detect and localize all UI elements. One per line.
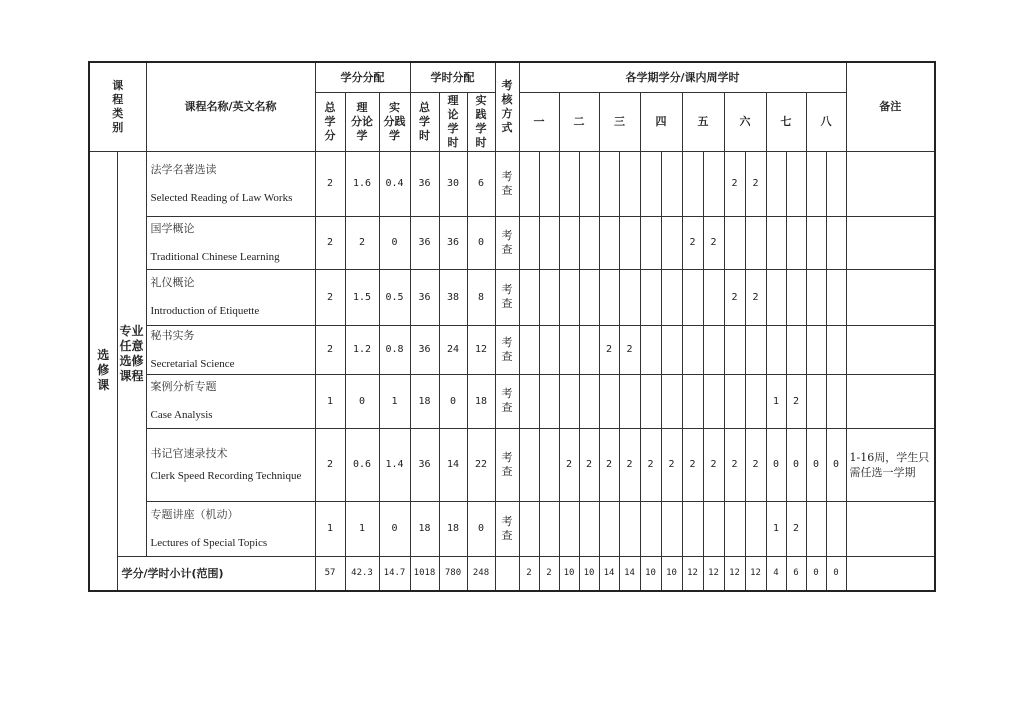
cell-semester-value: 2 bbox=[661, 428, 682, 501]
summary-semester-value: 14 bbox=[599, 556, 619, 591]
cell-semester-value: 2 bbox=[619, 325, 640, 374]
table-row bbox=[89, 151, 935, 216]
cell-semester-value bbox=[826, 216, 846, 269]
cell-semester-value bbox=[640, 501, 661, 556]
cell-total-credit: 2 bbox=[315, 428, 345, 501]
cell-theory-credit: 2 bbox=[345, 216, 379, 269]
cell-semester-value bbox=[539, 428, 559, 501]
cell-total-hours: 36 bbox=[410, 216, 439, 269]
cell-total-credit: 1 bbox=[315, 501, 345, 556]
category-sub: 专业 任意 选修 课程 bbox=[117, 151, 146, 556]
cell-semester-value bbox=[519, 269, 539, 325]
cell-theory-credit: 0.6 bbox=[345, 428, 379, 501]
cell-semester-value bbox=[661, 269, 682, 325]
cell-theory-hours: 36 bbox=[439, 216, 467, 269]
summary-theory-credit: 42.3 bbox=[345, 556, 379, 591]
cell-semester-value bbox=[786, 269, 806, 325]
header-semester-3: 三 bbox=[599, 92, 640, 151]
cell-semester-value bbox=[826, 501, 846, 556]
cell-total-hours: 18 bbox=[410, 374, 439, 428]
course-name-en: Traditional Chinese Learning bbox=[150, 250, 280, 263]
summary-semester-value: 12 bbox=[682, 556, 703, 591]
cell-semester-value bbox=[766, 269, 786, 325]
course-name-gap bbox=[151, 461, 315, 469]
summary-total-credit: 57 bbox=[315, 556, 345, 591]
cell-semester-value bbox=[661, 325, 682, 374]
cell-total-hours: 18 bbox=[410, 501, 439, 556]
summary-semester-value: 10 bbox=[579, 556, 599, 591]
cell-semester-value bbox=[724, 325, 745, 374]
cell-total-credit: 2 bbox=[315, 269, 345, 325]
cell-semester-value bbox=[724, 216, 745, 269]
course-name-cn: 国学概论 bbox=[150, 221, 195, 235]
cell-semester-value: 2 bbox=[579, 428, 599, 501]
cell-semester-value bbox=[661, 151, 682, 216]
cell-theory-hours: 30 bbox=[439, 151, 467, 216]
cell-remark bbox=[846, 151, 935, 216]
cell-semester-value bbox=[786, 216, 806, 269]
table-row bbox=[89, 501, 935, 556]
cell-semester-value bbox=[539, 216, 559, 269]
course-name-en: Lectures of Special Topics bbox=[150, 536, 268, 549]
cell-semester-value bbox=[640, 216, 661, 269]
course-name-en: Secretarial Science bbox=[150, 357, 235, 370]
summary-semester-value: 4 bbox=[766, 556, 786, 591]
cell-semester-value: 0 bbox=[766, 428, 786, 501]
cell-semester-value bbox=[619, 374, 640, 428]
header-semester-6: 六 bbox=[724, 92, 766, 151]
course-name-cn: 专题讲座（机动） bbox=[150, 507, 239, 521]
course-name-cn: 秘书实务 bbox=[150, 328, 195, 342]
cell-exam-method: 考 查 bbox=[495, 501, 519, 556]
cell-semester-value: 2 bbox=[599, 325, 619, 374]
cell-semester-value bbox=[661, 374, 682, 428]
course-name-gap bbox=[151, 394, 315, 408]
cell-semester-value bbox=[619, 501, 640, 556]
summary-practice-hours: 248 bbox=[467, 556, 495, 591]
header-row-1 bbox=[89, 62, 935, 92]
cell-semester-value bbox=[703, 151, 724, 216]
header-semester-5: 五 bbox=[682, 92, 724, 151]
cell-semester-value bbox=[579, 374, 599, 428]
cell-semester-value: 0 bbox=[786, 428, 806, 501]
cell-exam-method: 考 查 bbox=[495, 216, 519, 269]
summary-semester-value: 0 bbox=[806, 556, 826, 591]
cell-semester-value bbox=[682, 269, 703, 325]
cell-semester-value: 2 bbox=[619, 428, 640, 501]
course-name-cell bbox=[146, 269, 315, 325]
summary-semester-value: 2 bbox=[519, 556, 539, 591]
course-name-cell bbox=[146, 216, 315, 269]
cell-semester-value bbox=[682, 151, 703, 216]
summary-semester-value: 10 bbox=[640, 556, 661, 591]
header-theory-hours: 理 论 学 时 bbox=[439, 92, 467, 151]
course-plan-table bbox=[88, 61, 936, 592]
cell-semester-value bbox=[599, 216, 619, 269]
header-remarks: 备注 bbox=[846, 62, 935, 151]
table-row bbox=[89, 374, 935, 428]
course-name-en: Introduction of Etiquette bbox=[150, 305, 260, 317]
cell-semester-value bbox=[519, 216, 539, 269]
summary-semester-value: 0 bbox=[826, 556, 846, 591]
course-name-cn: 法学名著选读 bbox=[150, 162, 217, 176]
cell-semester-value bbox=[619, 151, 640, 216]
cell-practice-credit: 0 bbox=[379, 501, 410, 556]
cell-semester-value bbox=[826, 151, 846, 216]
cell-remark bbox=[846, 325, 935, 374]
cell-theory-hours: 38 bbox=[439, 269, 467, 325]
cell-practice-hours: 6 bbox=[467, 151, 495, 216]
cell-semester-value bbox=[539, 269, 559, 325]
header-total-credit: 总 学 分 bbox=[315, 92, 345, 151]
cell-semester-value bbox=[539, 374, 559, 428]
cell-remark bbox=[846, 501, 935, 556]
cell-semester-value bbox=[619, 269, 640, 325]
cell-semester-value bbox=[703, 501, 724, 556]
cell-semester-value bbox=[682, 325, 703, 374]
cell-semester-value bbox=[579, 501, 599, 556]
cell-semester-value: 1 bbox=[766, 501, 786, 556]
header-practice-hours: 实 践 学 时 bbox=[467, 92, 495, 151]
cell-semester-value bbox=[579, 325, 599, 374]
cell-total-hours: 36 bbox=[410, 269, 439, 325]
cell-semester-value bbox=[682, 374, 703, 428]
cell-semester-value bbox=[806, 325, 826, 374]
cell-semester-value bbox=[559, 325, 579, 374]
cell-exam-method: 考 查 bbox=[495, 151, 519, 216]
cell-total-credit: 2 bbox=[315, 325, 345, 374]
cell-semester-value: 2 bbox=[745, 269, 766, 325]
summary-row bbox=[89, 556, 935, 591]
cell-semester-value: 0 bbox=[826, 428, 846, 501]
cell-semester-value: 2 bbox=[745, 428, 766, 501]
cell-practice-hours: 8 bbox=[467, 269, 495, 325]
course-name-cn: 礼仪概论 bbox=[150, 276, 195, 289]
cell-practice-hours: 12 bbox=[467, 325, 495, 374]
cell-semester-value bbox=[640, 269, 661, 325]
cell-total-credit: 1 bbox=[315, 374, 345, 428]
cell-theory-hours: 24 bbox=[439, 325, 467, 374]
cell-semester-value bbox=[519, 151, 539, 216]
summary-semester-value: 12 bbox=[703, 556, 724, 591]
cell-exam-method: 考 查 bbox=[495, 269, 519, 325]
cell-semester-value bbox=[519, 428, 539, 501]
cell-practice-hours: 18 bbox=[467, 374, 495, 428]
cell-practice-credit: 1 bbox=[379, 374, 410, 428]
cell-semester-value: 2 bbox=[786, 501, 806, 556]
cell-semester-value bbox=[559, 374, 579, 428]
header-semester-2: 二 bbox=[559, 92, 599, 151]
cell-semester-value: 2 bbox=[724, 428, 745, 501]
cell-exam-method: 考 查 bbox=[495, 374, 519, 428]
cell-semester-value bbox=[806, 216, 826, 269]
cell-semester-value bbox=[745, 374, 766, 428]
cell-semester-value bbox=[661, 216, 682, 269]
cell-semester-value bbox=[640, 325, 661, 374]
table-row bbox=[89, 325, 935, 374]
course-name-cell bbox=[146, 501, 315, 556]
category-main: 选 修 课 bbox=[89, 151, 117, 591]
cell-practice-credit: 0.8 bbox=[379, 325, 410, 374]
cell-semester-value bbox=[703, 374, 724, 428]
cell-semester-value bbox=[766, 325, 786, 374]
cell-semester-value bbox=[745, 501, 766, 556]
cell-semester-value: 2 bbox=[682, 428, 703, 501]
cell-semester-value bbox=[519, 374, 539, 428]
cell-semester-value bbox=[559, 501, 579, 556]
cell-exam-method: 考 查 bbox=[495, 428, 519, 501]
cell-semester-value bbox=[806, 151, 826, 216]
cell-semester-value bbox=[599, 374, 619, 428]
course-name-gap bbox=[151, 236, 315, 250]
cell-theory-hours: 18 bbox=[439, 501, 467, 556]
cell-total-hours: 36 bbox=[410, 325, 439, 374]
header-semester-4: 四 bbox=[640, 92, 682, 151]
cell-total-credit: 2 bbox=[315, 216, 345, 269]
summary-theory-hours: 780 bbox=[439, 556, 467, 591]
cell-theory-hours: 14 bbox=[439, 428, 467, 501]
cell-semester-value bbox=[599, 151, 619, 216]
cell-semester-value: 2 bbox=[640, 428, 661, 501]
cell-semester-value bbox=[745, 325, 766, 374]
course-name-cell bbox=[146, 151, 315, 216]
cell-semester-value bbox=[519, 325, 539, 374]
cell-semester-value: 2 bbox=[786, 374, 806, 428]
cell-semester-value bbox=[519, 501, 539, 556]
cell-practice-credit: 0.4 bbox=[379, 151, 410, 216]
cell-semester-value: 2 bbox=[724, 269, 745, 325]
cell-remark bbox=[846, 269, 935, 325]
cell-remark bbox=[846, 374, 935, 428]
cell-semester-value bbox=[682, 501, 703, 556]
summary-semester-value: 10 bbox=[661, 556, 682, 591]
cell-remark: 1-16周，学生只需任选一学期 bbox=[846, 428, 935, 501]
cell-semester-value bbox=[661, 501, 682, 556]
cell-total-credit: 2 bbox=[315, 151, 345, 216]
cell-semester-value bbox=[559, 216, 579, 269]
header-course-name: 课程名称/英文名称 bbox=[146, 62, 315, 151]
cell-semester-value bbox=[640, 374, 661, 428]
header-semester-title: 各学期学分/课内周学时 bbox=[519, 62, 846, 92]
cell-semester-value bbox=[806, 374, 826, 428]
summary-practice-credit: 14.7 bbox=[379, 556, 410, 591]
cell-total-hours: 36 bbox=[410, 428, 439, 501]
cell-semester-value: 2 bbox=[703, 216, 724, 269]
cell-semester-value bbox=[599, 501, 619, 556]
cell-theory-credit: 0 bbox=[345, 374, 379, 428]
course-name-en: Clerk Speed Recording Technique bbox=[150, 469, 302, 482]
cell-semester-value bbox=[703, 325, 724, 374]
cell-practice-credit: 0.5 bbox=[379, 269, 410, 325]
course-name-en: Case Analysis bbox=[150, 409, 213, 421]
cell-semester-value bbox=[745, 216, 766, 269]
summary-semester-value: 12 bbox=[745, 556, 766, 591]
cell-semester-value bbox=[640, 151, 661, 216]
header-semester-7: 七 bbox=[766, 92, 806, 151]
summary-semester-value: 14 bbox=[619, 556, 640, 591]
cell-semester-value bbox=[806, 501, 826, 556]
cell-semester-value: 2 bbox=[745, 151, 766, 216]
cell-exam-method: 考 查 bbox=[495, 325, 519, 374]
cell-semester-value bbox=[579, 269, 599, 325]
summary-total-hours: 1018 bbox=[410, 556, 439, 591]
header-practice-credit: 实 分践 学 bbox=[379, 92, 410, 151]
cell-semester-value: 2 bbox=[724, 151, 745, 216]
cell-semester-value bbox=[786, 151, 806, 216]
summary-semester-value: 12 bbox=[724, 556, 745, 591]
cell-semester-value bbox=[703, 269, 724, 325]
cell-semester-value bbox=[826, 325, 846, 374]
cell-semester-value: 0 bbox=[806, 428, 826, 501]
header-hour-dist: 学时分配 bbox=[410, 62, 495, 92]
cell-semester-value bbox=[766, 216, 786, 269]
cell-practice-credit: 0 bbox=[379, 216, 410, 269]
cell-semester-value bbox=[619, 216, 640, 269]
header-theory-credit: 理 分论 学 bbox=[345, 92, 379, 151]
cell-practice-credit: 1.4 bbox=[379, 428, 410, 501]
header-credit-dist: 学分分配 bbox=[315, 62, 410, 92]
cell-theory-credit: 1 bbox=[345, 501, 379, 556]
cell-total-hours: 36 bbox=[410, 151, 439, 216]
cell-semester-value: 1 bbox=[766, 374, 786, 428]
cell-semester-value bbox=[539, 151, 559, 216]
course-name-gap bbox=[151, 290, 315, 304]
cell-theory-hours: 0 bbox=[439, 374, 467, 428]
cell-semester-value bbox=[559, 151, 579, 216]
cell-semester-value bbox=[579, 151, 599, 216]
cell-semester-value bbox=[579, 216, 599, 269]
header-semester-8: 八 bbox=[806, 92, 846, 151]
table-row bbox=[89, 269, 935, 325]
header-exam-method: 考 核 方 式 bbox=[495, 62, 519, 151]
course-name-cn: 案例分析专题 bbox=[150, 380, 217, 393]
summary-semester-value: 6 bbox=[786, 556, 806, 591]
course-name-cell bbox=[146, 325, 315, 374]
summary-semester-value: 10 bbox=[559, 556, 579, 591]
course-name-gap bbox=[151, 522, 315, 536]
cell-semester-value bbox=[559, 269, 579, 325]
course-name-cn: 书记官速录技术 bbox=[150, 446, 228, 460]
cell-semester-value bbox=[786, 325, 806, 374]
cell-practice-hours: 22 bbox=[467, 428, 495, 501]
cell-practice-hours: 0 bbox=[467, 216, 495, 269]
cell-semester-value bbox=[724, 501, 745, 556]
course-name-gap bbox=[151, 343, 315, 357]
cell-semester-value bbox=[826, 374, 846, 428]
header-semester-1: 一 bbox=[519, 92, 559, 151]
course-name-en: Selected Reading of Law Works bbox=[150, 191, 293, 204]
cell-semester-value: 2 bbox=[703, 428, 724, 501]
table-row bbox=[89, 428, 935, 501]
cell-theory-credit: 1.6 bbox=[345, 151, 379, 216]
cell-semester-value: 2 bbox=[682, 216, 703, 269]
cell-semester-value: 2 bbox=[599, 428, 619, 501]
cell-semester-value: 2 bbox=[559, 428, 579, 501]
cell-semester-value bbox=[826, 269, 846, 325]
course-name-cell bbox=[146, 428, 315, 501]
summary-exam bbox=[495, 556, 519, 591]
course-name-gap bbox=[151, 177, 315, 191]
cell-semester-value bbox=[539, 325, 559, 374]
cell-semester-value bbox=[806, 269, 826, 325]
summary-semester-value: 2 bbox=[539, 556, 559, 591]
table-row bbox=[89, 216, 935, 269]
cell-remark bbox=[846, 216, 935, 269]
header-course-type: 课 程 类 别 bbox=[89, 62, 146, 151]
cell-semester-value bbox=[766, 151, 786, 216]
cell-practice-hours: 0 bbox=[467, 501, 495, 556]
course-name-cell bbox=[146, 374, 315, 428]
cell-semester-value bbox=[599, 269, 619, 325]
summary-remark bbox=[846, 556, 935, 591]
cell-theory-credit: 1.5 bbox=[345, 269, 379, 325]
header-total-hours: 总 学 时 bbox=[410, 92, 439, 151]
cell-theory-credit: 1.2 bbox=[345, 325, 379, 374]
cell-semester-value bbox=[724, 374, 745, 428]
cell-semester-value bbox=[539, 501, 559, 556]
summary-label: 学分/学时小计(范围) bbox=[117, 556, 315, 591]
